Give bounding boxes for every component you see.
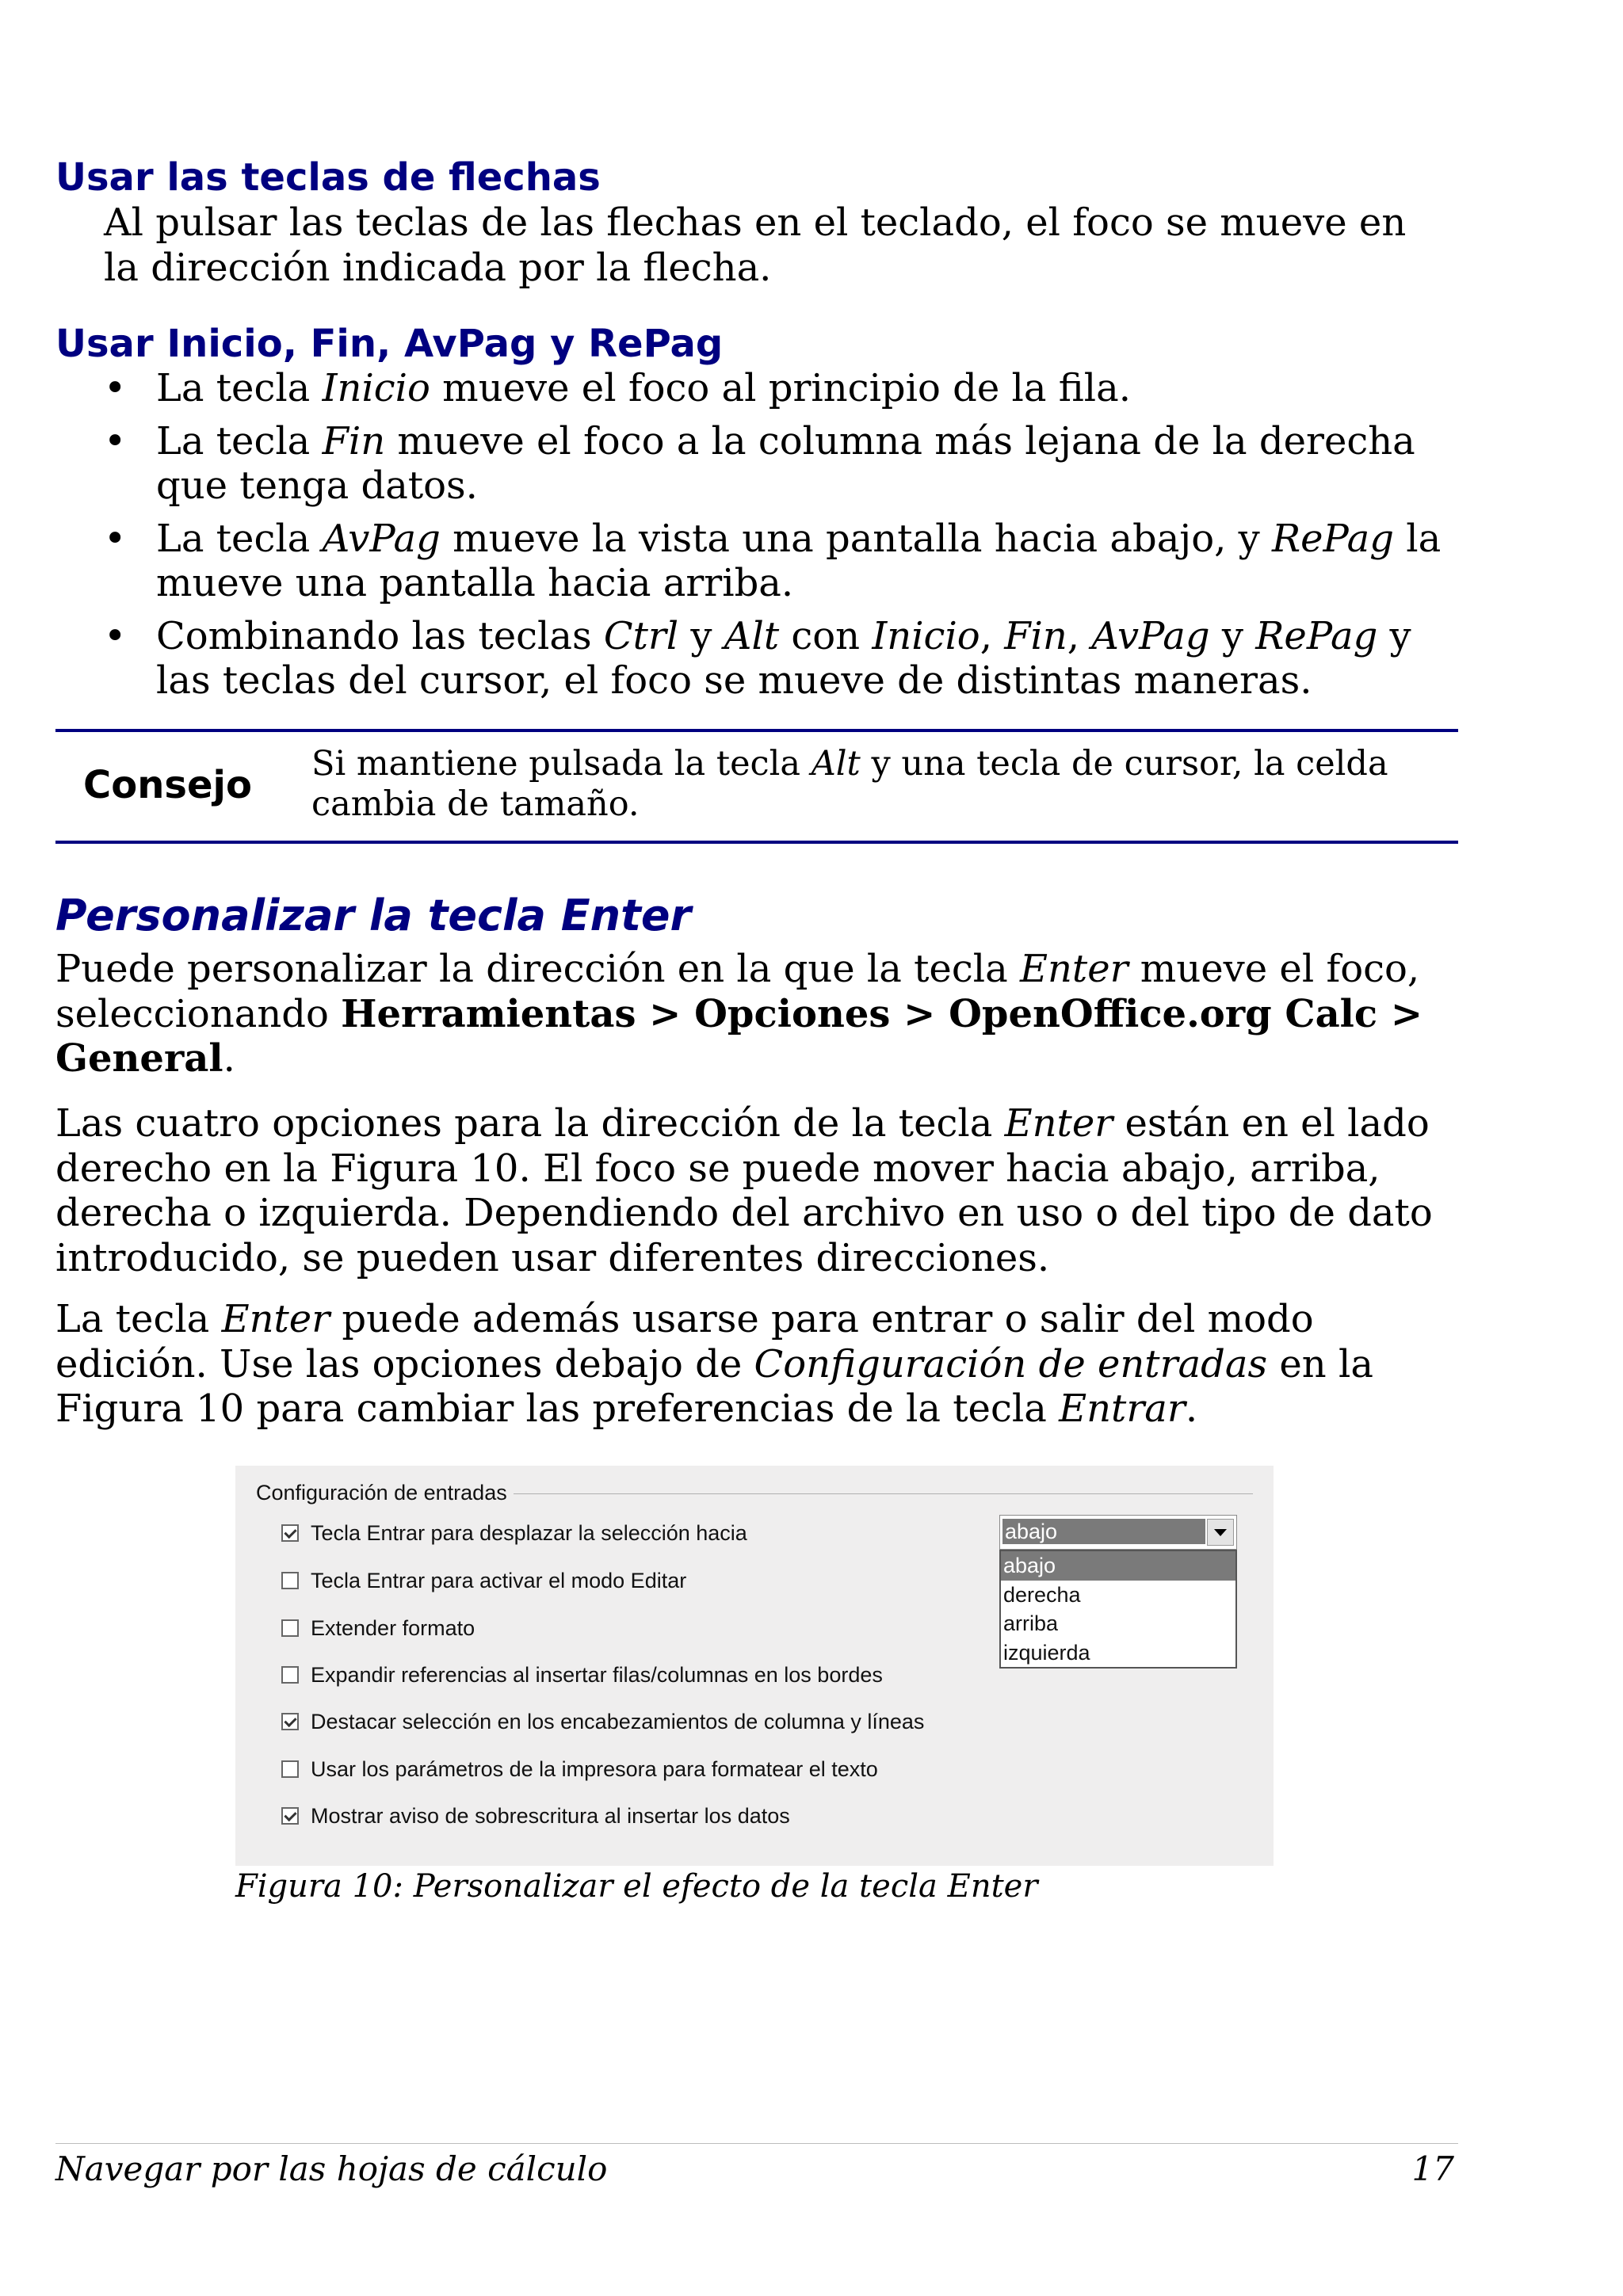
option-label: Usar los parámetros de la impresora para formatear el texto: [311, 1757, 878, 1781]
list-item: [104, 366, 1467, 411]
bullet-list: [104, 366, 1467, 711]
text-run: Las cuatro opciones para la dirección de la tecla: [55, 1101, 1005, 1146]
direction-dropdown-list: [999, 1550, 1237, 1669]
list-item: [104, 419, 1467, 509]
paragraph-arrow-keys: [104, 200, 1467, 290]
text-run: están en el lado derecho en la Figura 10. El foco se puede mover hacia abajo, arriba, derecha o izquierda. Dependiendo del archivo en uso o del tipo de dato introducido, se pueden usar diferentes direcciones.: [55, 1101, 1433, 1280]
select-value: abajo: [1002, 1519, 1205, 1544]
dropdown-option-izquierda[interactable]: izquierda: [1003, 1640, 1090, 1665]
option-label: Extender formato: [311, 1616, 475, 1640]
option-highlight-selection[interactable]: [281, 1708, 924, 1735]
direction-select[interactable]: [999, 1515, 1237, 1550]
text-run: y: [678, 613, 724, 658]
text-run: La tecla: [55, 1297, 222, 1341]
heading-customize-enter: Personalizar la tecla Enter: [55, 891, 692, 940]
footer-title: Navegar por las hojas de cálculo: [55, 2149, 608, 2188]
text-run: .: [223, 1036, 235, 1081]
text-run: mueve la vista una pantalla hacia abajo, y: [440, 516, 1272, 561]
option-enter-edit-mode[interactable]: [281, 1567, 686, 1594]
figure-caption: Figura 10: Personalizar el efecto de la tecla Enter: [235, 1868, 1038, 1905]
option-label: Mostrar aviso de sobrescritura al insertar los datos: [311, 1804, 790, 1828]
paragraph-line: la dirección indicada por la flecha.: [104, 245, 772, 290]
option-group-name: Configuración de entradas: [754, 1341, 1268, 1386]
text-run: la mueve una pantalla hacia arriba.: [156, 516, 1442, 605]
text-run: ,: [1067, 613, 1092, 658]
key-name: Enter: [221, 1297, 330, 1341]
text-run: y: [1209, 613, 1256, 658]
bullet-icon: •: [104, 516, 127, 561]
checkbox[interactable]: [281, 1572, 299, 1589]
checkbox[interactable]: [281, 1666, 299, 1684]
text-run: con: [779, 613, 873, 658]
text-run: La tecla: [156, 418, 323, 463]
paragraph-customize-2: [55, 1101, 1458, 1280]
key-name: Ctrl: [603, 613, 679, 658]
tip-bottom-rule: [55, 841, 1458, 844]
paragraph-customize-3: [55, 1297, 1458, 1432]
chevron-down-icon: [1214, 1529, 1227, 1536]
key-name: Fin: [322, 418, 386, 463]
text-run: Puede personalizar la dirección en la que la tecla: [55, 947, 1020, 991]
key-name: Fin: [1004, 613, 1067, 658]
text-run: puede además usarse para entrar o salir del modo edición. Use las opciones debajo de: [55, 1297, 1314, 1386]
text-run: mueve el foco a la columna más lejana de la derecha que tenga datos.: [156, 418, 1415, 508]
list-item: [104, 517, 1467, 606]
text-run: Si mantiene pulsada la tecla: [311, 744, 812, 784]
dropdown-option-derecha[interactable]: derecha: [1003, 1582, 1081, 1607]
menu-path: Herramientas > Opciones > OpenOffice.org Calc > General: [55, 991, 1423, 1081]
option-label: Expandir referencias al insertar filas/columnas en los bordes: [311, 1663, 883, 1687]
option-label: Tecla Entrar para desplazar la selección hacia: [311, 1521, 747, 1545]
key-name: Alt: [724, 613, 780, 658]
list-item: [104, 614, 1467, 704]
input-settings-dialog: [235, 1466, 1274, 1866]
option-enter-moves-selection[interactable]: [281, 1520, 747, 1547]
heading-arrow-keys: Usar las teclas de flechas: [55, 155, 601, 200]
checkbox[interactable]: [281, 1619, 299, 1637]
checkbox[interactable]: [281, 1807, 299, 1825]
key-name: AvPag: [322, 516, 441, 561]
key-name: Alt: [811, 744, 861, 784]
dropdown-option-abajo[interactable]: abajo: [1001, 1551, 1235, 1581]
page-number: 17: [1411, 2149, 1454, 2188]
tip-top-rule: [55, 729, 1458, 732]
text-run: ,: [980, 613, 1005, 658]
key-name: Enter: [1004, 1101, 1113, 1146]
text-run: mueve el foco, seleccionando: [55, 947, 1420, 1036]
key-name: RePag: [1255, 613, 1378, 658]
key-name: AvPag: [1091, 613, 1210, 658]
select-dropdown-button[interactable]: [1207, 1519, 1234, 1546]
option-expand-references[interactable]: [281, 1661, 883, 1688]
paragraph-line: Al pulsar las teclas de las flechas en el teclado, el foco se mueve en: [104, 200, 1407, 245]
dropdown-option-arriba[interactable]: arriba: [1003, 1611, 1059, 1635]
paragraph-customize-1: [55, 947, 1458, 1081]
text-run: La tecla: [156, 516, 323, 561]
option-label: Tecla Entrar para activar el modo Editar: [311, 1569, 687, 1592]
option-label: Destacar selección en los encabezamientos de columna y líneas: [311, 1710, 925, 1733]
checkbox[interactable]: [281, 1713, 299, 1730]
text-run: y las teclas del cursor, el foco se mueve de distintas maneras.: [156, 613, 1411, 703]
bullet-icon: •: [104, 613, 127, 658]
option-printer-metrics[interactable]: [281, 1756, 878, 1783]
text-run: Combinando las teclas: [156, 613, 604, 658]
option-overwrite-warning[interactable]: [281, 1802, 790, 1829]
key-name: Inicio: [872, 613, 980, 658]
text-run: La tecla: [156, 366, 323, 410]
checkbox[interactable]: [281, 1760, 299, 1778]
heading-home-end-keys: Usar Inicio, Fin, AvPag y RePag: [55, 322, 724, 366]
text-run: en la Figura 10 para cambiar las preferencias de la tecla: [55, 1341, 1373, 1431]
bullet-icon: •: [104, 418, 127, 463]
bullet-icon: •: [104, 366, 127, 410]
text-run: mueve el foco al principio de la fila.: [430, 366, 1132, 410]
key-name: Inicio: [322, 366, 430, 410]
text-run: y una tecla de cursor, la celda cambia de tamaño.: [311, 744, 1388, 824]
text-run: .: [1185, 1386, 1198, 1431]
checkbox[interactable]: [281, 1524, 299, 1542]
key-name: Entrar: [1059, 1386, 1186, 1431]
key-name: RePag: [1271, 516, 1395, 561]
key-name: Enter: [1019, 947, 1128, 991]
option-expand-formatting[interactable]: [281, 1615, 475, 1642]
footer-rule: [55, 2143, 1458, 2144]
tip-label: Consejo: [83, 763, 252, 807]
tip-text: [311, 744, 1453, 825]
group-label: Configuración de entradas: [256, 1480, 514, 1505]
